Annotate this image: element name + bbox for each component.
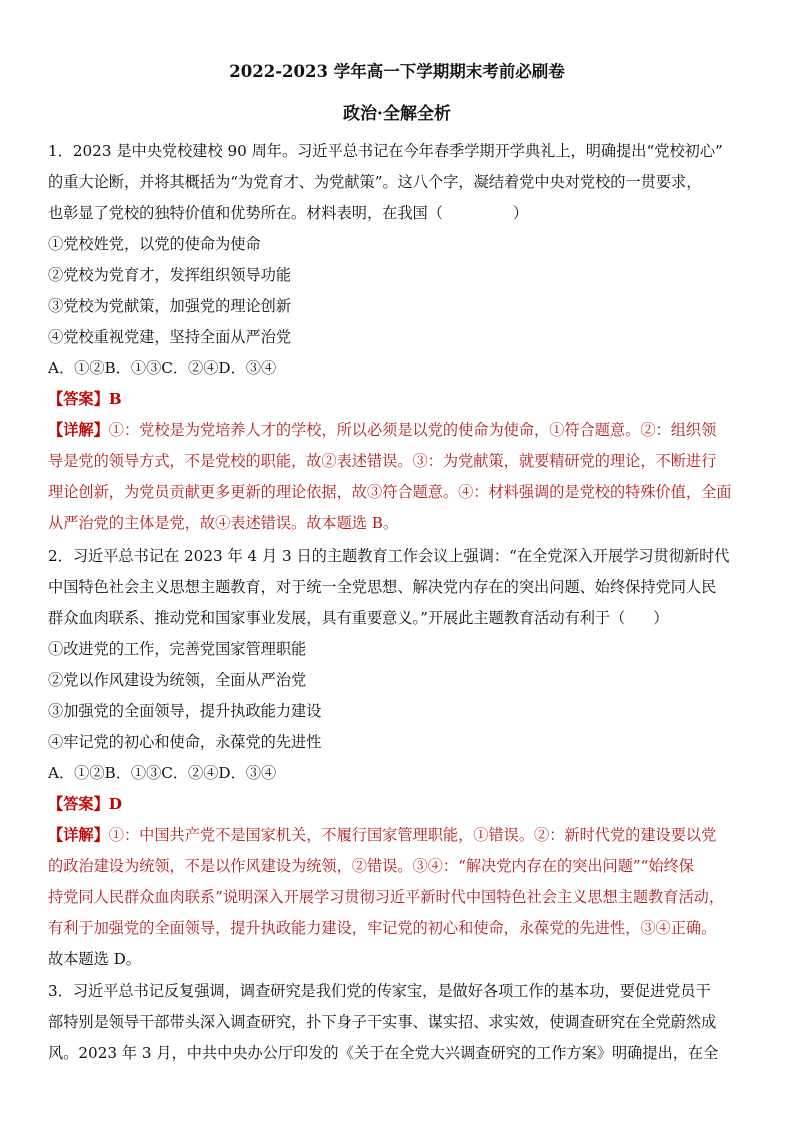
q1-answer — [48, 389, 754, 409]
q2-option: ①改进党的工作，完善党国家管理职能 — [48, 640, 307, 658]
q1-option: ③党校为党献策，加强党的理论创新 — [48, 297, 291, 315]
q2-option: ③加强党的全面领导，提升执政能力建设 — [48, 702, 322, 720]
q2-stem-text: 群众血肉联系、推动党和国家事业发展，具有重要意义。”开展此主题教育活动有利于（ — [48, 609, 626, 627]
q2-detail-line: 持党同人民群众血肉联系”说明深入开展学习贯彻习近平新时代中国特色社会主义思想主题教育活动， — [48, 888, 725, 906]
document-subtitle: 政治·全解全析 — [343, 104, 451, 124]
q1-stem-line — [48, 203, 754, 223]
q2-stem-line: 中国特色社会主义思想主题教育，对于统一全党思想、解决党内存在的突出问题、始终保持党同人民 — [48, 578, 717, 596]
q1-detail-line: 理论创新，为党员贡献更多更新的理论依据，故③符合题意。④：材料强调的是党校的特殊价值，全面 — [48, 483, 732, 501]
q2-detail-line: 故本题选 D。 — [48, 950, 141, 968]
detail-label: 【详解】 — [48, 826, 109, 844]
q1-option: ①党校姓党，以党的使命为使命 — [48, 235, 261, 253]
q2-detail-line — [48, 825, 754, 845]
q1-stem-text: 也彰显了党校的独特价值和优势所在。材料表明，在我国（ — [48, 204, 443, 222]
q1-detail-line: 导是党的领导方式，不是党校的职能，故②表述错误。③：为党献策，就要精研党的理论，不断进行 — [48, 452, 717, 470]
q1-detail-line — [48, 420, 754, 440]
q1-stem-line: 的重大论断，并将其概括为“为党育才、为党献策”。这八个字，凝结着党中央对党校的一贯要求， — [48, 173, 702, 191]
answer-label: 【答案】 — [48, 390, 109, 408]
q2-option: ④牢记党的初心和使命，永葆党的先进性 — [48, 733, 322, 751]
answer-value: D — [108, 795, 122, 813]
q1-detail-line: 从严治党的主体是党，故④表述错误。故本题选 B。 — [48, 514, 399, 532]
answer-label: 【答案】 — [48, 795, 109, 813]
q1-option: ④党校重视党建，坚持全面从严治党 — [48, 328, 291, 346]
q1-option: ②党校为党育才，发挥组织领导功能 — [48, 266, 291, 284]
q3-stem-line: 部特别是领导干部带头深入调查研究，扑下身子干实事、谋实招、求实效，使调查研究在全党蔚然成 — [48, 1013, 717, 1031]
q1-stem-line: 1．2023 是中央党校建校 90 周年。习近平总书记在今年春季学期开学典礼上，明确提出“党校初心” — [48, 142, 723, 160]
document-title: 2022-2023 学年高一下学期期末考前必刷卷 — [229, 62, 565, 81]
q2-choices: A．①②B．①③C．②④D．③④ — [48, 764, 277, 782]
q2-stem-line: 2．习近平总书记在 2023 年 4 月 3 日的主题教育工作会议上强调：“在全党深入开展学习贯彻新时代 — [48, 547, 730, 565]
q2-answer — [48, 794, 754, 814]
q2-detail-line: 的政治建设为统领，不是以作风建设为统领，②错误。③④：“解决党内存在的突出问题”“始终保 — [48, 857, 694, 875]
q2-detail-line: 有利于加强党的全面领导，提升执政能力建设，牢记党的初心和使命，永葆党的先进性，③④正确。 — [48, 919, 717, 937]
q3-stem-line: 3．习近平总书记反复强调，调查研究是我们党的传家宝，是做好各项工作的基本功，要促进党员干 — [48, 982, 711, 1000]
detail-text: ①：党校是为党培养人才的学校，所以必须是以党的使命为使命，①符合题意。②：组织领 — [108, 421, 717, 439]
q3-stem-line: 风。2023 年 3 月，中共中央办公厅印发的《关于在全党大兴调查研究的工作方案》明确提出，在全 — [48, 1044, 719, 1062]
detail-label: 【详解】 — [48, 421, 109, 439]
q1-stem-close: ） — [512, 204, 529, 222]
q2-stem-close: ） — [653, 609, 669, 627]
q2-option: ②党以作风建设为统领，全面从严治党 — [48, 671, 307, 689]
q2-stem-line — [48, 608, 754, 628]
answer-value: B — [108, 390, 122, 408]
q1-choices: A．①②B．①③C．②④D．③④ — [48, 359, 277, 377]
detail-text: ①：中国共产党不是国家机关，不履行国家管理职能，①错误。②：新时代党的建设要以党 — [108, 826, 717, 844]
